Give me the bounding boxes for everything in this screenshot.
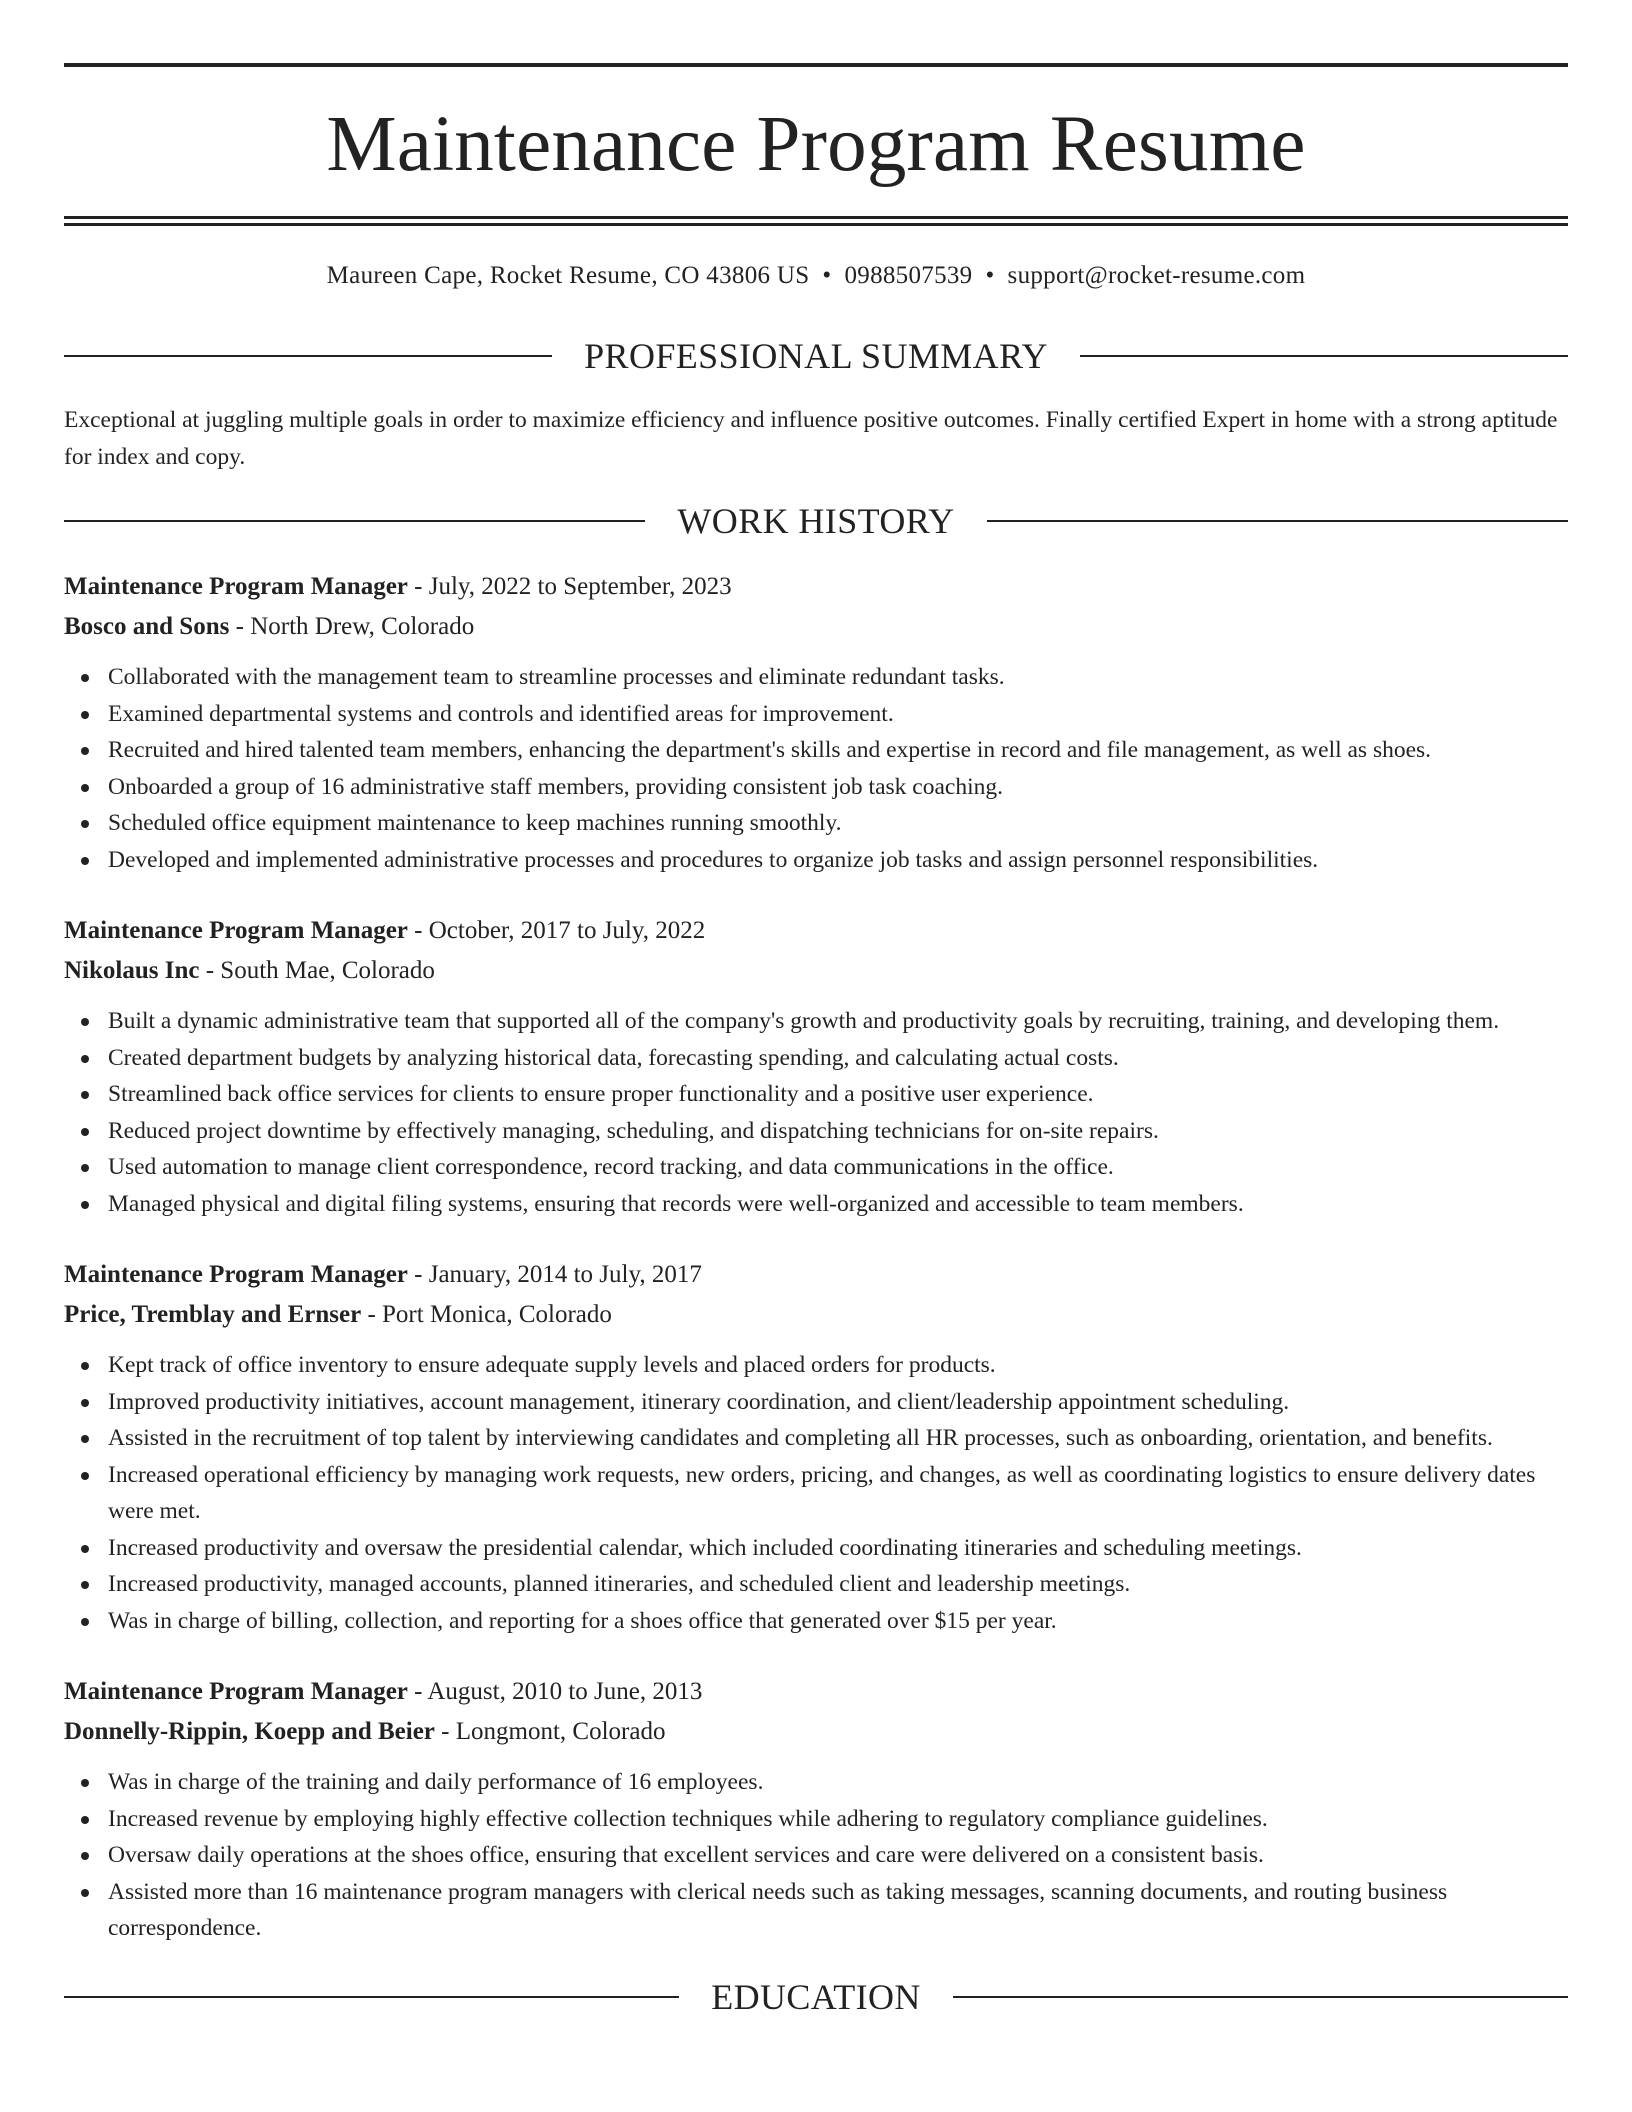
job-dates: October, 2017 to July, 2022 <box>428 917 706 944</box>
contact-email: support@rocket-resume.com <box>1007 262 1306 289</box>
list-item: Onboarded a group of 16 administrative staff members, providing consistent job task coaching. <box>108 769 1568 806</box>
job-location: South Mae, Colorado <box>220 957 435 984</box>
job-company-line: Nikolaus Inc - South Mae, Colorado <box>64 957 435 984</box>
list-item: Was in charge of the training and daily performance of 16 employees. <box>108 1764 1568 1801</box>
work-history-list <box>64 567 1568 1947</box>
job-dates: January, 2014 to July, 2017 <box>428 1261 702 1288</box>
list-item: Recruited and hired talented team members, enhancing the department's skills and expertise in record and file management, as well as shoes. <box>108 732 1568 769</box>
job-company-line: Donnelly-Rippin, Koepp and Beier - Longmont, Colorado <box>64 1718 666 1745</box>
job-company: Nikolaus Inc <box>64 957 200 984</box>
section-heading-education <box>64 1977 1568 2017</box>
job-bullets <box>64 1003 1568 1222</box>
job-bullets <box>64 659 1568 878</box>
job-title: Maintenance Program Manager <box>64 573 408 600</box>
heading-rule-left <box>64 520 645 522</box>
job-company: Bosco and Sons <box>64 613 230 640</box>
list-item: Increased operational efficiency by managing work requests, new orders, pricing, and changes, as well as coordinating logistics to ensure delivery dates were met. <box>108 1457 1568 1530</box>
section-heading-label: WORK HISTORY <box>677 501 955 541</box>
list-item: Developed and implemented administrative processes and procedures to organize job tasks and assign personnel responsibilities. <box>108 842 1568 879</box>
job-entry <box>64 911 1568 1222</box>
heading-rule-right <box>1080 355 1568 357</box>
job-dates: July, 2022 to September, 2023 <box>428 573 732 600</box>
job-title: Maintenance Program Manager <box>64 1678 408 1705</box>
job-bullets <box>64 1764 1568 1947</box>
list-item: Kept track of office inventory to ensure adequate supply levels and placed orders for products. <box>108 1347 1568 1384</box>
list-item: Assisted in the recruitment of top talent by interviewing candidates and completing all HR processes, such as onboarding, orientation, and benefits. <box>108 1420 1568 1457</box>
job-entry <box>64 1255 1568 1639</box>
job-entry <box>64 567 1568 878</box>
job-bullets <box>64 1347 1568 1639</box>
list-item: Streamlined back office services for clients to ensure proper functionality and a positive user experience. <box>108 1076 1568 1113</box>
summary-text: Exceptional at juggling multiple goals in order to maximize efficiency and influence positive outcomes. Finally certified Expert in home with a strong aptitude for index and copy. <box>64 407 1558 470</box>
job-company-line: Price, Tremblay and Ernser - Port Monica, Colorado <box>64 1301 612 1328</box>
contact-line <box>64 263 1568 288</box>
job-company: Donnelly-Rippin, Koepp and Beier <box>64 1718 435 1745</box>
list-item: Scheduled office equipment maintenance to keep machines running smoothly. <box>108 805 1568 842</box>
list-item: Created department budgets by analyzing historical data, forecasting spending, and calculating actual costs. <box>108 1040 1568 1077</box>
job-title-line: Maintenance Program Manager - January, 2014 to July, 2017 <box>64 1261 702 1288</box>
contact-separator: • <box>822 262 832 289</box>
heading-rule-left <box>64 355 552 357</box>
job-title-line: Maintenance Program Manager - August, 2010 to June, 2013 <box>64 1678 703 1705</box>
section-heading-label: EDUCATION <box>711 1976 921 2017</box>
top-rule <box>64 63 1568 67</box>
list-item: Assisted more than 16 maintenance program managers with clerical needs such as taking messages, scanning documents, and routing business correspondence. <box>108 1874 1568 1947</box>
contact-separator: • <box>985 262 995 289</box>
job-title-line: Maintenance Program Manager - October, 2017 to July, 2022 <box>64 917 706 944</box>
list-item: Oversaw daily operations at the shoes office, ensuring that excellent services and care were delivered on a consistent basis. <box>108 1837 1568 1874</box>
title-double-rule <box>64 216 1568 226</box>
job-title: Maintenance Program Manager <box>64 917 408 944</box>
list-item: Examined departmental systems and controls and identified areas for improvement. <box>108 696 1568 733</box>
heading-rule-left <box>64 1996 679 1998</box>
list-item: Managed physical and digital filing systems, ensuring that records were well-organized and accessible to team members. <box>108 1186 1568 1223</box>
job-company: Price, Tremblay and Ernser <box>64 1301 362 1328</box>
list-item: Collaborated with the management team to streamline processes and eliminate redundant tasks. <box>108 659 1568 696</box>
list-item: Reduced project downtime by effectively managing, scheduling, and dispatching technicians for on-site repairs. <box>108 1113 1568 1150</box>
section-heading-work-history <box>64 501 1568 541</box>
list-item: Increased productivity, managed accounts, planned itineraries, and scheduled client and leadership meetings. <box>108 1566 1568 1603</box>
job-dates: August, 2010 to June, 2013 <box>427 1678 703 1705</box>
job-title: Maintenance Program Manager <box>64 1261 408 1288</box>
list-item: Increased productivity and oversaw the presidential calendar, which included coordinating itineraries and scheduling meetings. <box>108 1530 1568 1567</box>
list-item: Improved productivity initiatives, account management, itinerary coordination, and client/leadership appointment scheduling. <box>108 1384 1568 1421</box>
job-location: Port Monica, Colorado <box>382 1301 612 1328</box>
job-location: Longmont, Colorado <box>455 1718 666 1745</box>
job-title-line: Maintenance Program Manager - July, 2022 to September, 2023 <box>64 573 732 600</box>
heading-rule-right <box>987 520 1568 522</box>
list-item: Increased revenue by employing highly effective collection techniques while adhering to regulatory compliance guidelines. <box>108 1801 1568 1838</box>
contact-address: Maureen Cape, Rocket Resume, CO 43806 US <box>326 262 810 289</box>
list-item: Was in charge of billing, collection, and reporting for a shoes office that generated over $15 per year. <box>108 1603 1568 1640</box>
list-item: Used automation to manage client correspondence, record tracking, and data communications in the office. <box>108 1149 1568 1186</box>
job-location: North Drew, Colorado <box>250 613 475 640</box>
job-company-line: Bosco and Sons - North Drew, Colorado <box>64 613 475 640</box>
list-item: Built a dynamic administrative team that supported all of the company's growth and productivity goals by recruiting, training, and developing them. <box>108 1003 1568 1040</box>
heading-rule-right <box>953 1996 1568 1998</box>
section-heading-label: PROFESSIONAL SUMMARY <box>584 336 1048 376</box>
job-entry <box>64 1672 1568 1947</box>
contact-phone: 0988507539 <box>844 262 973 289</box>
section-heading-summary <box>64 336 1568 376</box>
page-title: Maintenance Program Resume <box>326 101 1306 188</box>
